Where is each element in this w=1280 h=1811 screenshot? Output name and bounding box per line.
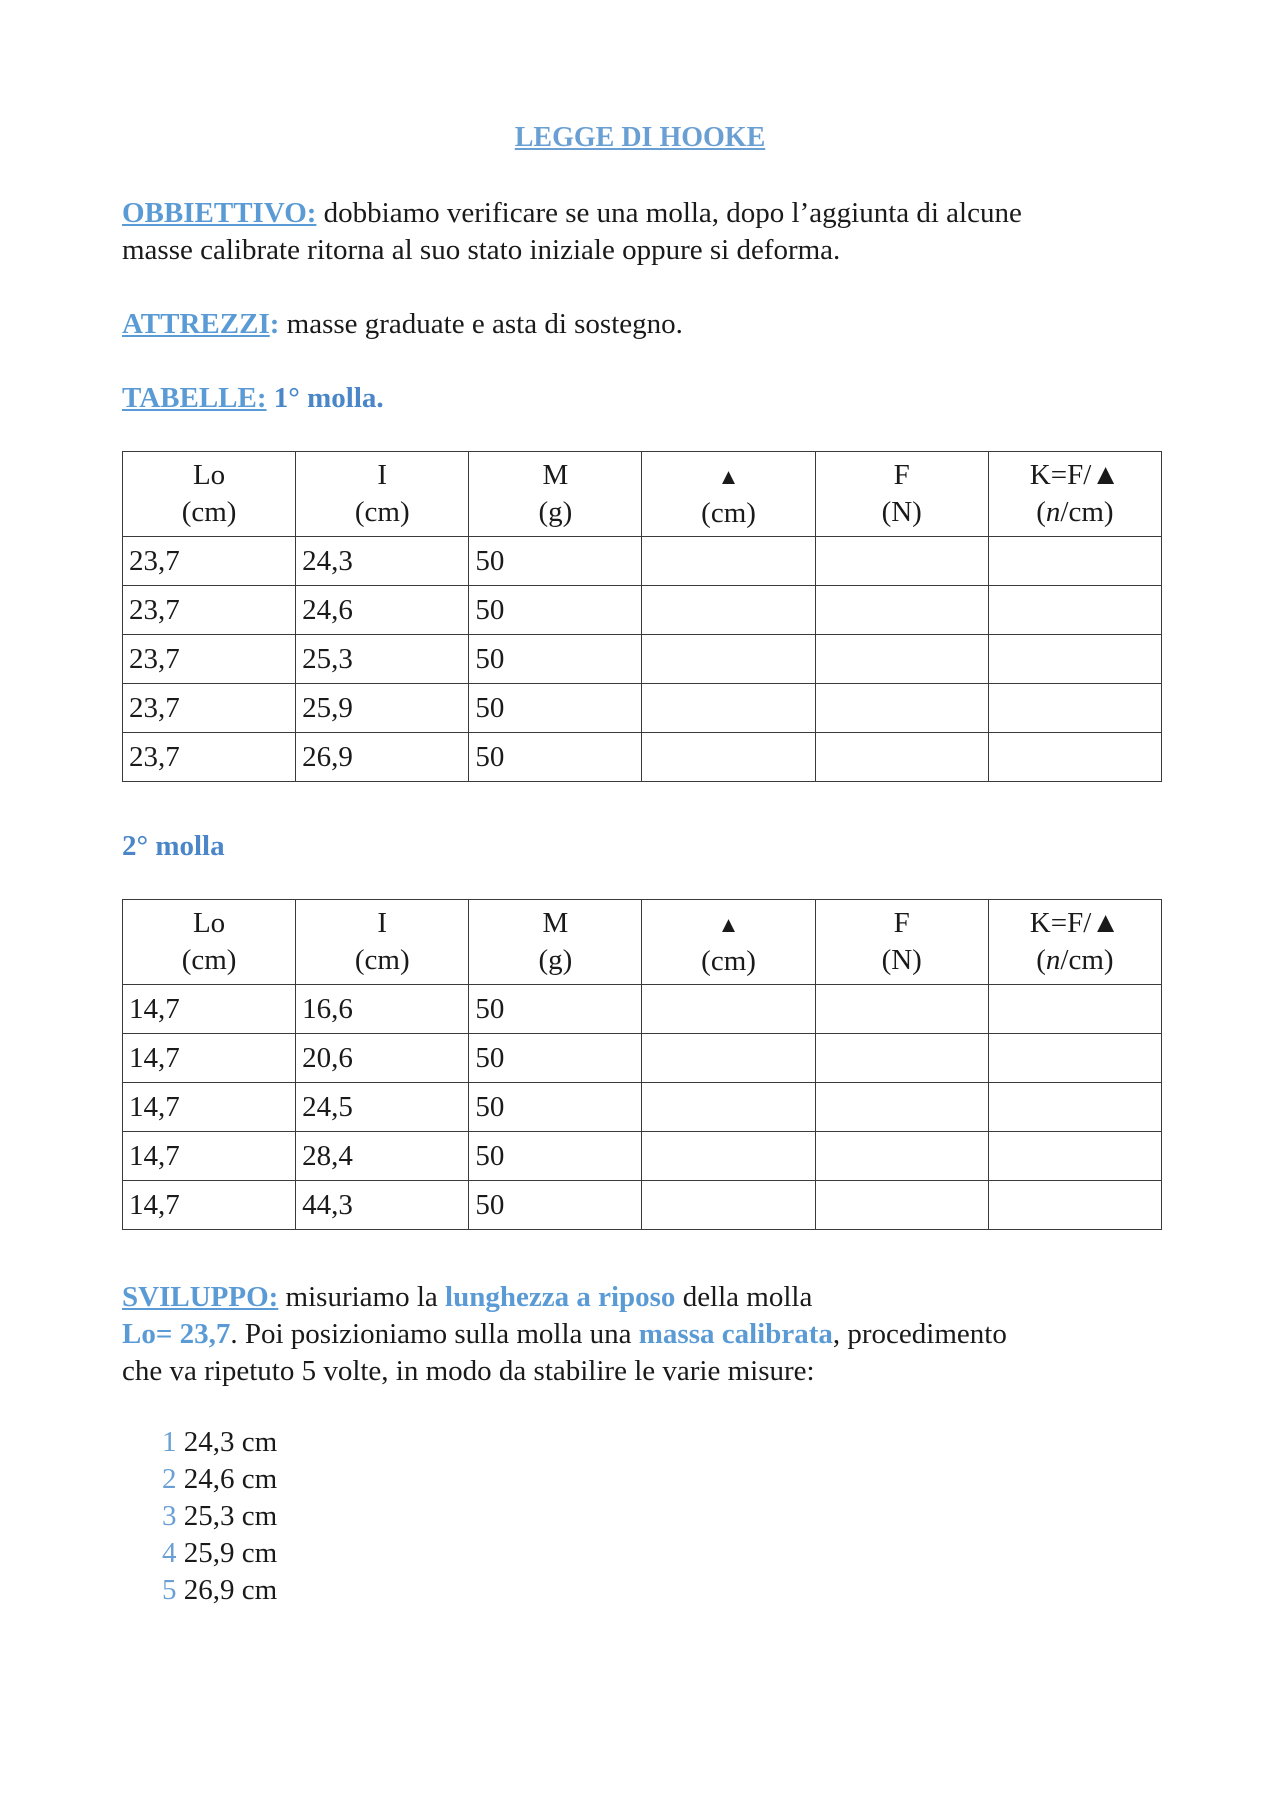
- cell-delta: [642, 1181, 815, 1230]
- development-paragraph: SVILUPPO: misuriamo la lunghezza a riposo della molla Lo= 23,7. Poi posizioniamo sulla molla una massa calibrata, procedimento che va ripetuto 5 volte, in modo da stabilire le varie misure:: [122, 1281, 1007, 1387]
- table-row: [123, 537, 1162, 586]
- cell-i: 24,6: [296, 586, 469, 635]
- cell-lo: 23,7: [123, 733, 296, 782]
- cell-lo: 23,7: [123, 635, 296, 684]
- cell-m: 50: [469, 985, 642, 1034]
- cell-delta: [642, 635, 815, 684]
- cell-delta: [642, 1132, 815, 1181]
- spring1-heading: 1° molla.: [266, 382, 384, 414]
- cell-i: 16,6: [296, 985, 469, 1034]
- cell-delta: [642, 537, 815, 586]
- cell-delta: [642, 1034, 815, 1083]
- objective-text-line2: masse calibrate ritorna al suo stato iniziale oppure si deforma.: [122, 234, 841, 266]
- table-header-row: [123, 900, 1162, 985]
- cell-f: [815, 733, 988, 782]
- cell-k: [988, 586, 1161, 635]
- cell-delta: [642, 586, 815, 635]
- cell-k: [988, 537, 1161, 586]
- list-item: 4 25,9 cm: [162, 1537, 278, 1569]
- cell-i: 26,9: [296, 733, 469, 782]
- spring2-table: [122, 899, 1162, 1230]
- header-i: I (cm): [296, 900, 469, 985]
- cell-f: [815, 1083, 988, 1132]
- cell-k: [988, 635, 1161, 684]
- list-item: 3 25,3 cm: [162, 1500, 278, 1532]
- cell-lo: 14,7: [123, 1034, 296, 1083]
- cell-lo: 23,7: [123, 537, 296, 586]
- cell-f: [815, 586, 988, 635]
- header-f: F (N): [815, 900, 988, 985]
- cell-f: [815, 1181, 988, 1230]
- cell-lo: 23,7: [123, 586, 296, 635]
- list-item: 1 24,3 cm: [162, 1426, 278, 1458]
- header-lo: Lo (cm): [123, 900, 296, 985]
- cell-m: 50: [469, 1083, 642, 1132]
- table-row: [123, 635, 1162, 684]
- cell-k: [988, 684, 1161, 733]
- list-item: 5 26,9 cm: [162, 1574, 278, 1606]
- cell-m: 50: [469, 733, 642, 782]
- cell-f: [815, 1132, 988, 1181]
- cell-m: 50: [469, 684, 642, 733]
- tables-heading: [122, 380, 1172, 417]
- header-m: M (g): [469, 900, 642, 985]
- cell-delta: [642, 684, 815, 733]
- cell-i: 28,4: [296, 1132, 469, 1181]
- tools-paragraph: [122, 306, 1172, 343]
- cell-i: 24,3: [296, 537, 469, 586]
- objective-text-line1: dobbiamo verificare se una molla, dopo l’aggiunta di alcune: [316, 197, 1022, 229]
- table-header-row: [123, 452, 1162, 537]
- header-k: K=F/▲ (n/cm): [988, 900, 1161, 985]
- spring2-heading: 2° molla: [122, 830, 225, 862]
- cell-m: 50: [469, 635, 642, 684]
- cell-delta: [642, 733, 815, 782]
- cell-k: [988, 1083, 1161, 1132]
- cell-i: 24,5: [296, 1083, 469, 1132]
- tools-colon: :: [269, 308, 280, 340]
- cell-m: 50: [469, 586, 642, 635]
- header-delta: ▲ (cm): [642, 900, 815, 985]
- cell-delta: [642, 985, 815, 1034]
- cell-m: 50: [469, 1034, 642, 1083]
- cell-f: [815, 537, 988, 586]
- cell-m: 50: [469, 1132, 642, 1181]
- cell-lo: 23,7: [123, 684, 296, 733]
- cell-lo: 14,7: [123, 1083, 296, 1132]
- table-row: [123, 985, 1162, 1034]
- cell-i: 44,3: [296, 1181, 469, 1230]
- header-delta: ▲ (cm): [642, 452, 815, 537]
- rest-length-highlight: lunghezza a riposo: [445, 1281, 676, 1313]
- cell-k: [988, 1034, 1161, 1083]
- lo-value-label: Lo= 23,7: [122, 1318, 231, 1350]
- cell-k: [988, 985, 1161, 1034]
- spring1-table: [122, 451, 1162, 782]
- list-item: 2 24,6 cm: [162, 1463, 278, 1495]
- cell-f: [815, 1034, 988, 1083]
- table-row: [123, 1132, 1162, 1181]
- objective-label: OBBIETTIVO:: [122, 197, 317, 229]
- cell-k: [988, 1181, 1161, 1230]
- table-row: [123, 1083, 1162, 1132]
- table-row: [123, 1181, 1162, 1230]
- cell-k: [988, 1132, 1161, 1181]
- table-row: [123, 733, 1162, 782]
- cell-f: [815, 684, 988, 733]
- table-row: [123, 1034, 1162, 1083]
- objective-paragraph: [122, 195, 1172, 269]
- cell-i: 25,3: [296, 635, 469, 684]
- header-f: F (N): [815, 452, 988, 537]
- cell-delta: [642, 1083, 815, 1132]
- tools-text: masse graduate e asta di sostegno.: [279, 308, 683, 340]
- cell-i: 20,6: [296, 1034, 469, 1083]
- cell-lo: 14,7: [123, 1181, 296, 1230]
- cell-lo: 14,7: [123, 985, 296, 1034]
- cell-f: [815, 635, 988, 684]
- cell-lo: 14,7: [123, 1132, 296, 1181]
- tables-label: TABELLE:: [122, 382, 267, 414]
- table-row: [123, 586, 1162, 635]
- document-title: LEGGE DI HOOKE: [514, 122, 766, 153]
- cell-k: [988, 733, 1161, 782]
- header-i: I (cm): [296, 452, 469, 537]
- calibrated-mass-highlight: massa calibrata: [638, 1318, 833, 1350]
- tools-label: ATTREZZI: [122, 308, 270, 340]
- table-row: [123, 684, 1162, 733]
- measures-list: [162, 1424, 277, 1609]
- cell-i: 25,9: [296, 684, 469, 733]
- header-lo: Lo (cm): [123, 452, 296, 537]
- cell-f: [815, 985, 988, 1034]
- cell-m: 50: [469, 1181, 642, 1230]
- header-m: M (g): [469, 452, 642, 537]
- header-k: K=F/▲ (n/cm): [988, 452, 1161, 537]
- development-label: SVILUPPO:: [122, 1281, 279, 1313]
- cell-m: 50: [469, 537, 642, 586]
